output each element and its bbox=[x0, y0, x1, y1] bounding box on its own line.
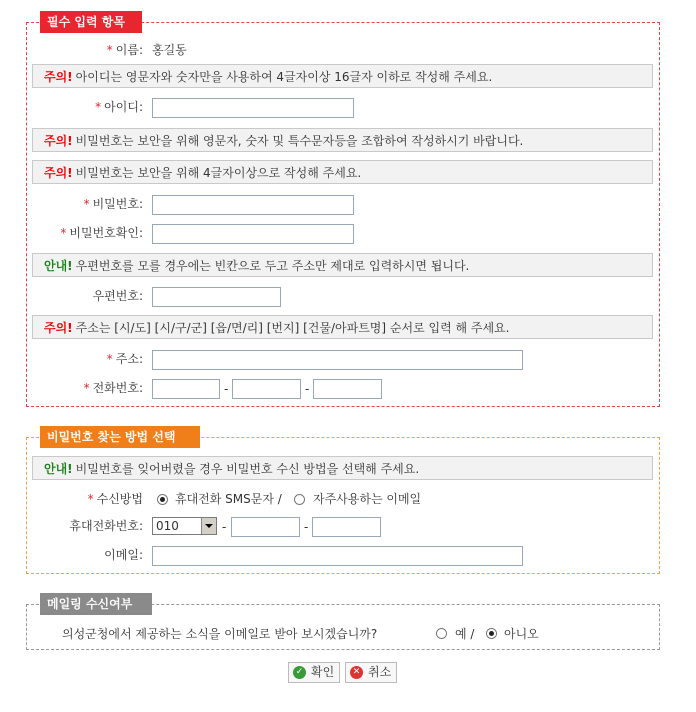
check-icon: ✓ bbox=[293, 666, 306, 679]
mobile-separator: - bbox=[222, 520, 227, 534]
notice-password-length: 주의! 비밀번호는 보안을 위해 4글자이상으로 작성해 주세요. bbox=[32, 160, 653, 184]
radio-email-label: 자주사용하는 이메일 bbox=[313, 492, 422, 506]
id-input[interactable] bbox=[152, 98, 354, 118]
radio-sms-label: 휴대전화 SMS문자 / bbox=[175, 492, 282, 506]
cancel-button[interactable]: ✕ 취소 bbox=[345, 662, 397, 683]
notice-password-combo: 주의! 비밀번호는 보안을 위해 영문자, 숫자 및 특수문자등을 조합하여 작성하시기 바랍니다. bbox=[32, 128, 653, 152]
notice-tag: 주의! bbox=[44, 70, 73, 84]
email-input[interactable] bbox=[152, 546, 523, 566]
password-confirm-input[interactable] bbox=[152, 224, 354, 244]
id-label: * 아이디: bbox=[95, 100, 143, 114]
mailing-question: 의성군청에서 제공하는 소식을 이메일로 받아 보시겠습니까? bbox=[62, 627, 378, 641]
notice-address-format: 주의! 주소는 [시/도] [시/구/군] [읍/면/리] [번지] [건물/아파트명] 순서로 입력 해 주세요. bbox=[32, 315, 653, 339]
phone-separator: - bbox=[305, 382, 310, 396]
notice-recovery-method: 안내! 비밀번호를 잊어버렸을 경우 비밀번호 수신 방법을 선택해 주세요. bbox=[32, 456, 653, 480]
phone-part3-input[interactable] bbox=[313, 379, 382, 399]
password-input[interactable] bbox=[152, 195, 354, 215]
zipcode-input[interactable] bbox=[152, 287, 281, 307]
email-label: 이메일: bbox=[104, 548, 143, 562]
phone-part2-input[interactable] bbox=[232, 379, 301, 399]
radio-mailing-yes-label: 예 / bbox=[455, 627, 475, 641]
mobile-part3-input[interactable] bbox=[312, 517, 381, 537]
address-label: * 주소: bbox=[106, 352, 143, 366]
phone-label: * 전화번호: bbox=[83, 381, 143, 395]
notice-id-rules: 주의! 아이디는 영문자와 숫자만을 사용하여 4글자이상 16글자 이하로 작성해 주세요. bbox=[32, 64, 653, 88]
mailing-legend: 메일링 수신여부 bbox=[40, 593, 152, 615]
radio-mailing-no[interactable] bbox=[486, 628, 497, 639]
radio-mailing-no-label: 아니오 bbox=[504, 627, 539, 641]
confirm-button[interactable]: ✓ 확인 bbox=[288, 662, 340, 683]
password-label: * 비밀번호: bbox=[83, 197, 143, 211]
notice-zipcode: 안내! 우편번호를 모를 경우에는 빈칸으로 두고 주소만 제대로 입력하시면 됩니다. bbox=[32, 253, 653, 277]
recovery-method-label: * 수신방법 bbox=[87, 492, 143, 506]
mobile-separator: - bbox=[304, 520, 309, 534]
mobile-prefix-select[interactable] bbox=[152, 517, 217, 535]
radio-sms[interactable] bbox=[157, 494, 168, 505]
zipcode-label: 우편번호: bbox=[92, 289, 143, 303]
phone-separator: - bbox=[224, 382, 229, 396]
chevron-down-icon[interactable] bbox=[201, 518, 216, 534]
mobile-label: 휴대전화번호: bbox=[69, 519, 143, 533]
mobile-prefix-value: 010 bbox=[156, 519, 179, 533]
address-input[interactable] bbox=[152, 350, 523, 370]
close-icon: ✕ bbox=[350, 666, 363, 679]
mobile-part2-input[interactable] bbox=[231, 517, 300, 537]
name-value: 홍길동 bbox=[152, 43, 187, 57]
phone-part1-input[interactable] bbox=[152, 379, 220, 399]
name-label: * 이름: bbox=[106, 43, 143, 57]
password-confirm-label: * 비밀번호확인: bbox=[60, 226, 143, 240]
radio-email[interactable] bbox=[294, 494, 305, 505]
password-recovery-legend: 비밀번호 찾는 방법 선택 bbox=[40, 426, 200, 448]
required-mark: * bbox=[106, 43, 113, 57]
radio-mailing-yes[interactable] bbox=[436, 628, 447, 639]
required-section-legend: 필수 입력 항목 bbox=[40, 11, 142, 33]
